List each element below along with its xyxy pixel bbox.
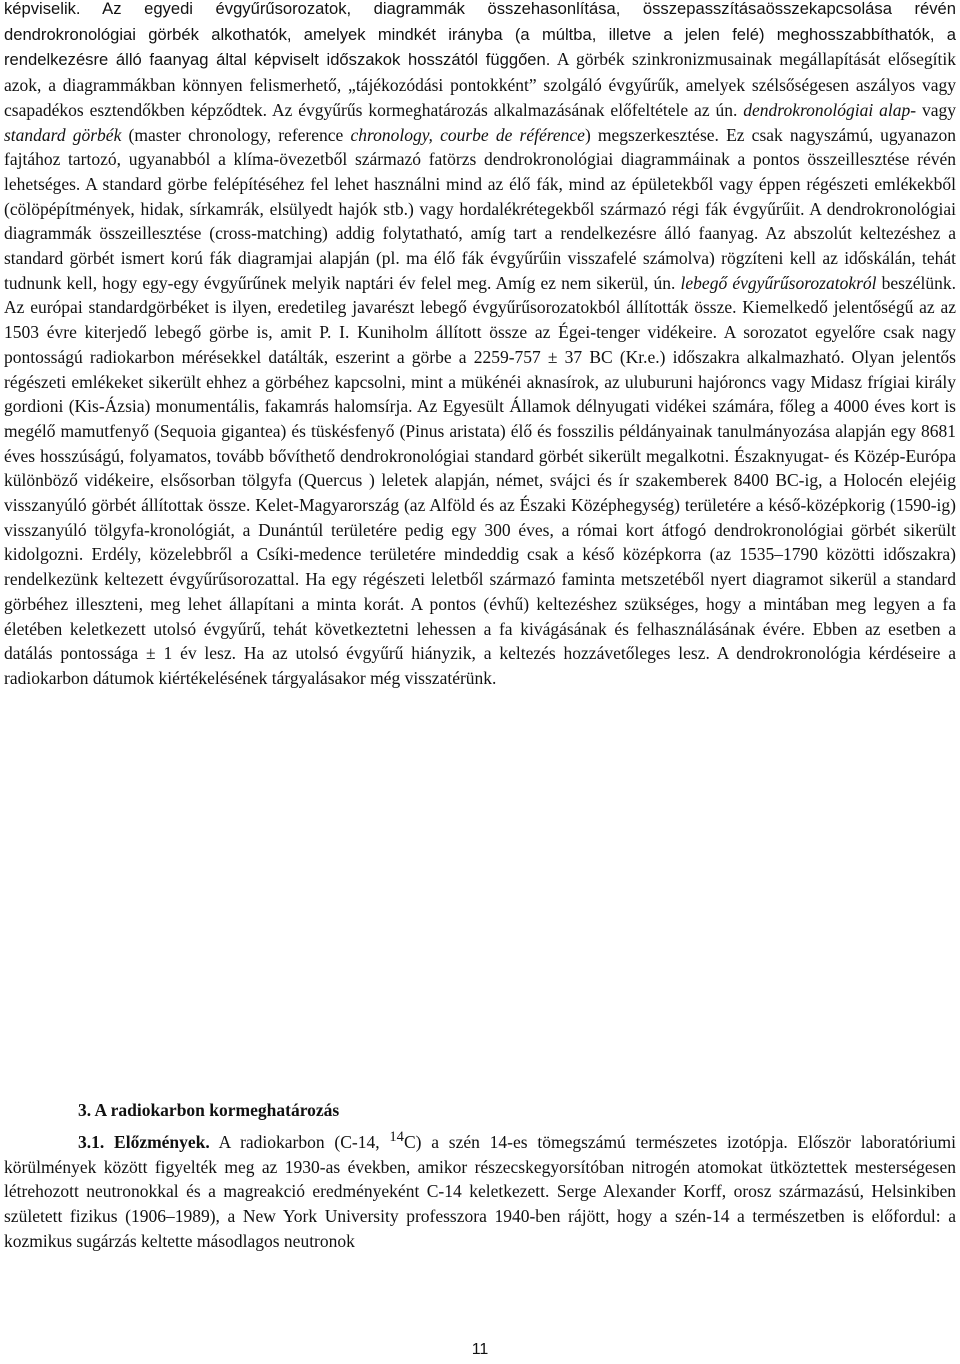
italic-term: standard görbék	[4, 124, 122, 145]
italic-term: lebegő évgyűrűsorozatokról	[680, 272, 877, 293]
main-paragraph	[4, 0, 956, 691]
paragraph-text-part: képviselik. Az egyedi évgyűrűsorozatok, diagrammák összehasonlítása, összepasszításaösszekapcsolása révén dendrokronológiai görbék alkothatók, amelyek mindkét irányba (a múltba, illetve a jelen felé) meghosszabbíthatók, a rendelkezésre álló faanyag által képviselt időszakok hosszától függően.	[4, 0, 956, 70]
paragraph-text-part: ) megszerkesztése.	[584, 124, 719, 145]
superscript-mass-number: 14	[389, 1129, 404, 1145]
italic-term: chronology, courbe de référence	[350, 124, 585, 145]
subsection-text-part: C) a szén 14-es tömegszámú természetes izotópja. Először laboratóriumi körülmények között figyelték meg az 1930-as években, amikor részecskegyorsítóban nitrogén atomokat ütköztettek mesterségesen létrehozott neutronokkal és a magreakció eredményeként C-14 keletkezett. Serge Alexander Korff, orosz származású, Helsinkiben született fizikus (1906–1989), a New York University professzora 1940-ben rájött, hogy a szén-14 a természetben is előfordul: a kozmikus sugárzás keltette másodlagos neutronok	[4, 1131, 956, 1251]
paragraph-text-part: vagy	[916, 99, 956, 120]
italic-term: dendrokronológiai alap-	[743, 99, 917, 120]
subsection-text-part: A radiokarbon (C-14,	[209, 1131, 390, 1152]
paragraph-text-part: Ez csak nagyszámú, ugyanazon fajtához tartozó, ugyanabból a klíma-övezetből származó fatörzs dendrokronológiai diagrammáinak a pontos összeillesztése révén lehetséges. A standard görbe felépítéséhez fel lehet használni mind az élő fák, mind az épületekből vagy éppen régészeti emlékekből (cölöpépítmények, hidak, sírkamrák, elsülyedt hajók stb.) vagy hordalékrétegekből származó régi fák évgyűrűit. A dendrokronológiai diagrammák összeillesztése (cross-matching) addig folytatható, amíg tart a rendelkezésre álló faanyag. Az abszolút keltezéshez a standard görbét ismert korú fák diagramjai alapján (pl. ma élő fák évgyűrűin visszafelé számolva) rögzíteni kell az időskálán, tehát tudnunk kell, hogy egy-egy évgyűrűnek melyik naptári év felel meg. Amíg ez nem sikerül, ún.	[4, 124, 956, 293]
section-heading: 3. A radiokarbon kormeghatározás	[78, 1100, 340, 1120]
page-number: 11	[471, 1341, 489, 1358]
subsection-title: 3.1. Előzmények.	[78, 1131, 210, 1152]
paragraph-text-part: (master chronology, reference	[121, 124, 351, 145]
paragraph-text-part: A görbék szinkronizmusainak megállapítását elősegítik azok, a diagrammákban könnyen felismerhető, „tájékozódási pontokként” szolgáló évgyűrűk, amelyek szélsőségesen aszályos vagy csapadékos esztendőkben képződtek. Az évgyűrűs kormeghatározás alkalmazásának előfeltétele az ún.	[4, 49, 956, 120]
subsection-paragraph	[4, 1125, 956, 1253]
paragraph-text-part: beszélünk. Az európai standardgörbéket is ilyen, eredetileg javarészt lebegő évgyűrűsorozatokból állították össze. Kiemelkedő jelentőségű az az 1503 évre kiterjedő lebegő görbe is, amit P. I. Kuniholm állított össze az Égei-tenger vidékeire. A sorozatot egyelőre csak nagy pontosságú radiokarbon mérésekkel datálták, eszerint a görbe a 2259-757 ± 37 BC (Kr.e.) időszakra alkalmazható. Olyan jelentős régészeti emlékeket sikerült ehhez a görbéhez kapcsolni, mint a mükénéi aknasírok, az uluburuni hajóroncs vagy Midasz frígiai király gordioni (Kis-Ázsia) monumentális, fakamrás halomsírja. Az Egyesült Államok délnyugati vidékei számára, főleg a 4000 éves kort is megélő mamutfenyő (Sequoia gigantea) és tüskésfenyő (Pinus aristata) élő és fosszilis példányainak tanulmányozása alapján egy 8681 éves hosszúságú, folyamatos, tovább bővíthető dendrokronológiai standard görbét sikerült megalkotni. Északnyugat- és Közép-Európa különböző vidékeire, elsősorban tölgyfa (Quercus ) leletek alapján, német, svájci és ír szakemberek 8400 BC-ig, a Holocén elejéig visszanyúló görbét állítottak össze. Kelet-Magyarország (az Alföld és az Északi Középhegység) területére a késő-középkorig (1590-ig) visszanyúló tölgyfa-kronológiát, a Dunántúl területére pedig egy 300 éves, a római kort átfogó dendrokronológiai görbét sikerült kidolgozni. Erdély, közelebbről a Csíki-medence területére mindeddig csak a késő középkorra (az 1535–1790 közötti időszakra) rendelkezünk keltezett évgyűrűsorozattal. Ha egy régészeti leletből származó faminta metszetéből nyert diagramot sikerül a standard görbéhez illeszteni, meg lehet állapítani a minta korát. A pontos (évhű) keltezéshez szükséges, hogy a mintában meg legyen a fa életében keletkezett utolsó évgyűrű, tehát következtetni lehessen a fa kivágásának és felhasználásának évére. Ebben az esetben a datálás pontossága ± 1 év lesz. Ha az utolsó évgyűrű hiányzik, a keltezés hozzávetőleges lesz. A dendrokronológia kérdéseire a radiokarbon dátumok kiértékelésének tárgyalásakor még visszatérünk.	[4, 272, 956, 688]
